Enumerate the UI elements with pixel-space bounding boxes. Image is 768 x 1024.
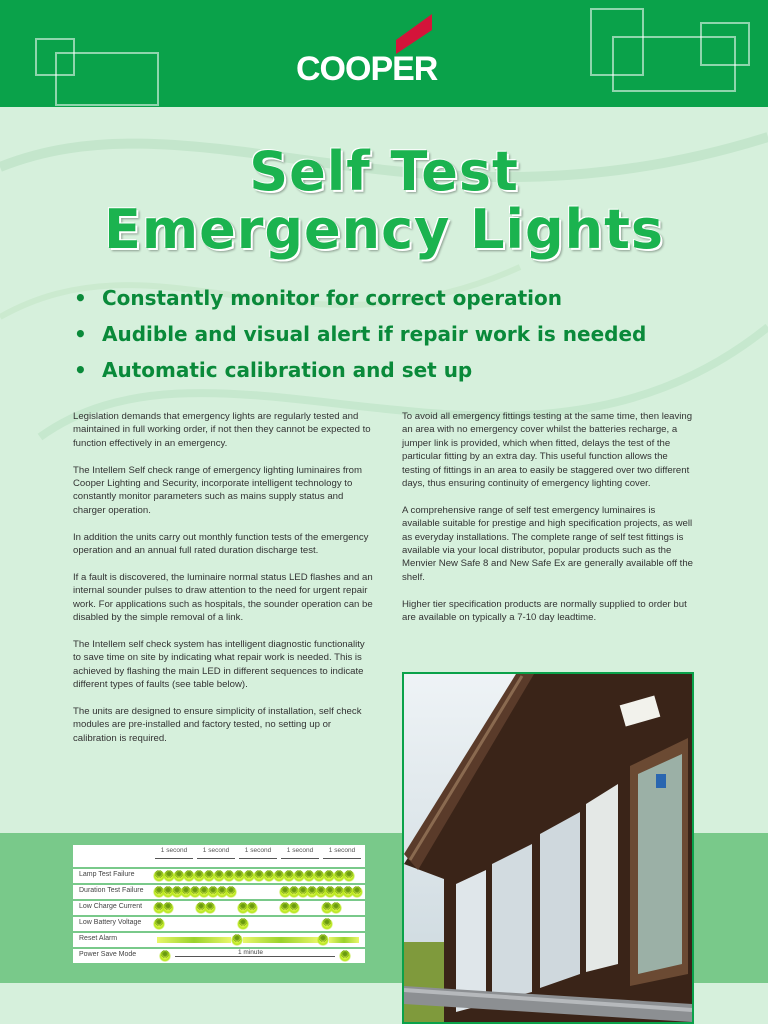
time-label: 1 second xyxy=(202,847,230,854)
time-label: 1 second xyxy=(328,847,356,854)
led-glow-bar xyxy=(243,937,319,943)
fault-label: Reset Alarm xyxy=(79,935,118,942)
led-flash-icon xyxy=(159,950,171,962)
time-label: 1 second xyxy=(244,847,272,854)
led-glow-bar xyxy=(329,937,359,943)
fault-row xyxy=(73,885,365,899)
fault-row xyxy=(73,933,365,947)
building-photo-icon xyxy=(404,674,692,1022)
paragraph: If a fault is discovered, the luminaire normal status LED flashes and an internal sounder pulses to draw attention to the need for urgent repair work. For applications such as hospitals, the sounder operation can be disabled by the simple removal of a link. xyxy=(73,571,373,624)
fault-label: Low Battery Voltage xyxy=(79,919,142,926)
bullet-text: Automatic calibration and set up xyxy=(102,358,473,382)
arrow-icon xyxy=(155,858,193,859)
paragraph: To avoid all emergency fittings testing at the same time, then leaving an area with no emergency cover whilst the batteries recharge, a jumper link is provided, which when fitted, delays the test of the particular fitting by an extra day. This useful function allows the testing of fittings in an area to easily be staggered over two different days, thus ensuring continuity of emergency lighting cover. xyxy=(402,411,693,490)
arrow-icon xyxy=(281,858,319,859)
led-flash-icon xyxy=(351,886,363,898)
led-flash-icon xyxy=(330,902,342,914)
fault-row xyxy=(73,901,365,915)
page-title-line-2: Emergency Lights xyxy=(103,198,665,261)
fault-row xyxy=(73,869,365,883)
led-flash-icon xyxy=(343,870,355,882)
led-flash-icon xyxy=(162,902,174,914)
fault-label: Power Save Mode xyxy=(79,951,137,958)
fault-row xyxy=(73,917,365,931)
fault-label: Low Charge Current xyxy=(79,903,143,910)
bullet-text: Constantly monitor for correct operation xyxy=(102,286,562,310)
body-column-left xyxy=(73,410,373,758)
bullet-item xyxy=(74,355,734,391)
decorative-square xyxy=(700,22,750,66)
led-flash-icon xyxy=(204,902,216,914)
fault-row xyxy=(73,949,365,963)
bullet-dot-icon: • xyxy=(74,358,87,382)
bullet-item xyxy=(74,283,734,319)
bullet-text: Audible and visual alert if repair work is needed xyxy=(102,322,647,346)
paragraph: A comprehensive range of self test emergency luminaires is available suitable for prestige and high specification projects, as well as everyday installations. The complete range of self test fittings is available via your local distributor, popular products such as the Menvier New Safe 8 and New Safe Ex are generally available off the shelf. xyxy=(402,504,693,583)
time-scale-row xyxy=(73,845,365,867)
time-label: 1 second xyxy=(160,847,188,854)
paragraph: Higher tier specification products are normally supplied to order but are available on typically a 7-10 day leadtime. xyxy=(402,598,687,624)
fault-label: Duration Test Failure xyxy=(79,887,144,894)
bullet-dot-icon: • xyxy=(74,286,87,310)
led-flash-icon xyxy=(321,918,333,930)
arrow-icon xyxy=(197,858,235,859)
building-photo xyxy=(402,672,694,1024)
arrow-icon xyxy=(239,858,277,859)
led-flash-icon xyxy=(339,950,351,962)
body-column-right xyxy=(402,410,694,638)
time-label: 1 second xyxy=(286,847,314,854)
paragraph: The units are designed to ensure simplicity of installation, self check modules are pre-installed and factory tested, no setting up or calibration is required. xyxy=(73,705,362,744)
led-flash-icon xyxy=(237,918,249,930)
header-banner xyxy=(0,0,768,107)
paragraph: Legislation demands that emergency lights are regularly tested and maintained in full working order, if not then they cannot be expected to function effectively in an emergency. xyxy=(73,411,371,449)
cooper-logo xyxy=(296,14,471,94)
led-pattern xyxy=(153,869,365,883)
paragraph: The Intellem self check system has intelligent diagnostic functionality to save time on site by indicating what repair work is needed. This is achieved by flashing the main LED in different sequences to indicate different types of faults (see table below). xyxy=(73,638,365,691)
paragraph: In addition the units carry out monthly function tests of the emergency operation and an annual full rated duration discharge test. xyxy=(73,531,369,557)
bullet-dot-icon: • xyxy=(74,322,87,346)
arrow-icon xyxy=(175,956,335,957)
led-pattern xyxy=(153,885,365,899)
led-pattern xyxy=(153,933,365,947)
led-glow-bar xyxy=(157,937,231,943)
page-title-line-1: Self Test xyxy=(249,140,519,203)
led-flash-icon xyxy=(153,918,165,930)
led-flash-icon xyxy=(246,902,258,914)
feature-bullets xyxy=(74,283,734,391)
bullet-item xyxy=(74,319,734,355)
logo-flag-icon xyxy=(388,14,444,54)
logo-wordmark: COOPER xyxy=(296,50,438,88)
led-pattern xyxy=(153,917,365,931)
paragraph: The Intellem Self check range of emergency lighting luminaires from Cooper Lighting and Security, incorporate intelligent technology to constantly monitor parameters such as mains supply status and charger operation. xyxy=(73,464,363,516)
led-flash-icon xyxy=(231,934,243,946)
led-pattern xyxy=(153,949,365,963)
fault-label: Lamp Test Failure xyxy=(79,871,135,878)
minute-label: 1 minute xyxy=(235,949,266,956)
led-flash-icon xyxy=(225,886,237,898)
decorative-square xyxy=(55,52,159,106)
led-pattern xyxy=(153,901,365,915)
fault-indicator-table xyxy=(73,845,365,963)
arrow-icon xyxy=(323,858,361,859)
led-flash-icon xyxy=(288,902,300,914)
led-flash-icon xyxy=(317,934,329,946)
